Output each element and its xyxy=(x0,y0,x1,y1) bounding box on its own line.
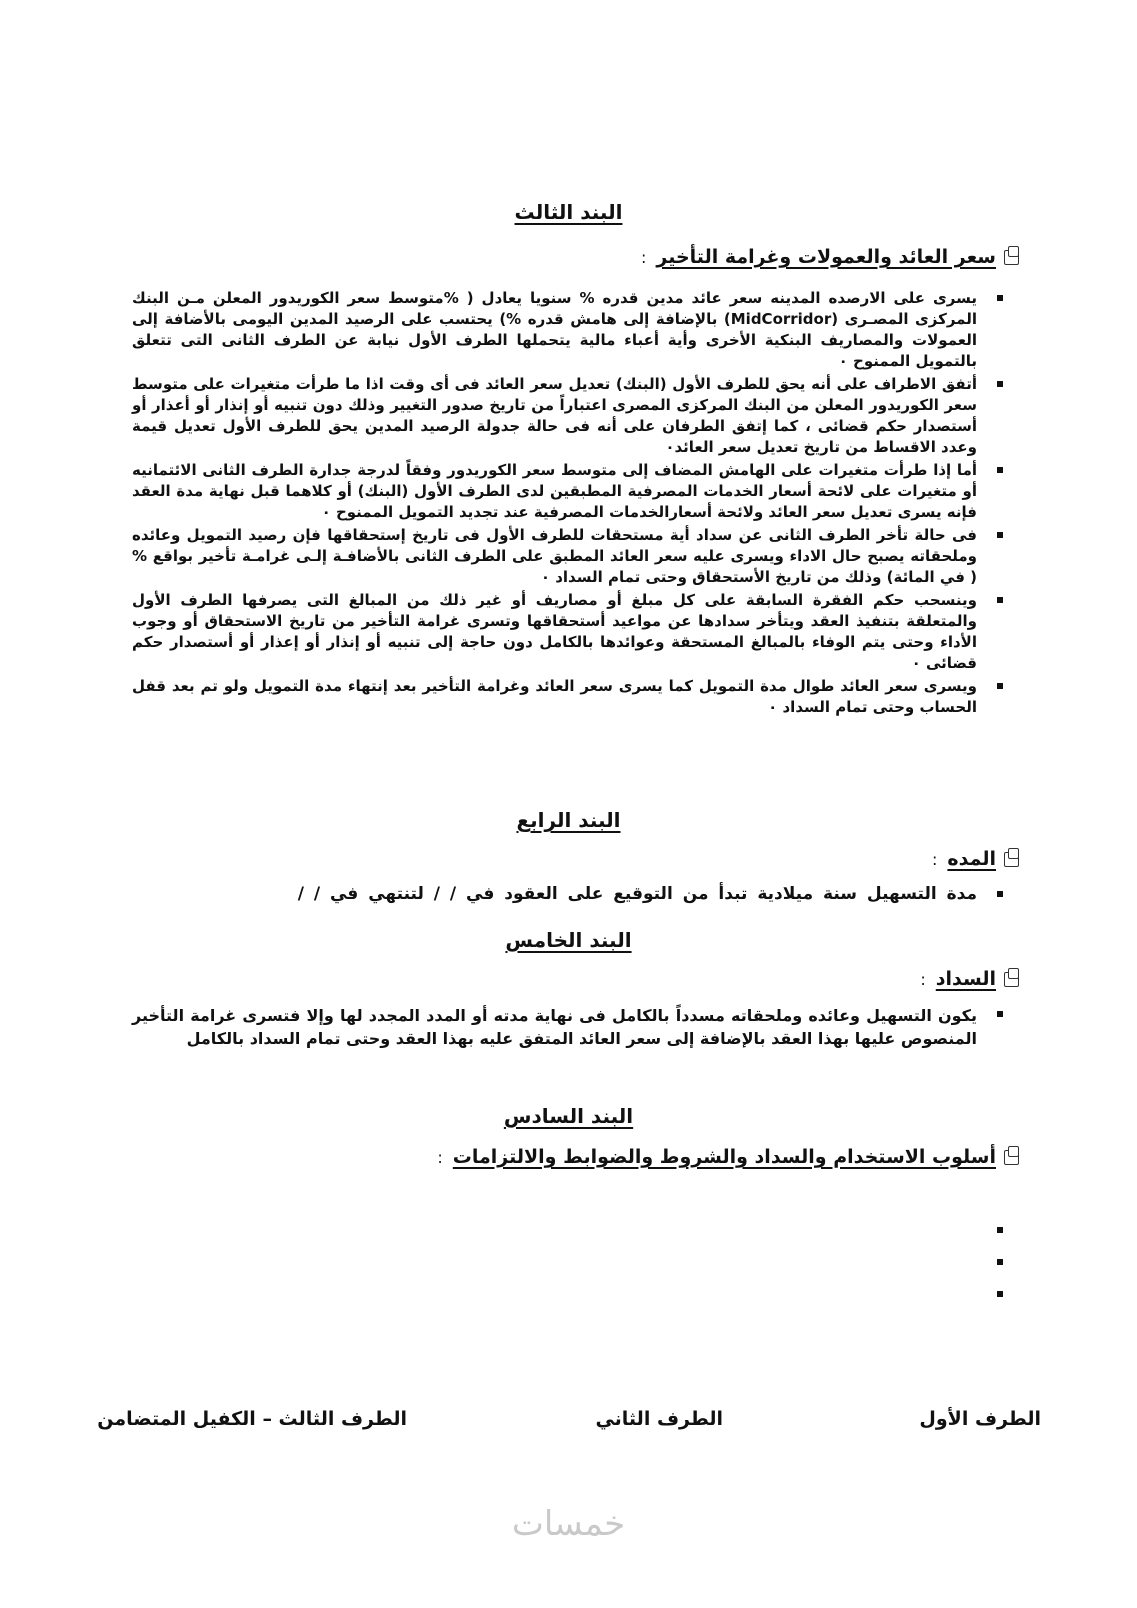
signature-third-party: الطرف الثالث – الكفيل المتضامن xyxy=(97,1408,407,1430)
clause-6-colon: : xyxy=(437,1147,443,1167)
clause-4-section-title: المده xyxy=(947,848,996,870)
watermark-logo: خمسات xyxy=(511,1504,626,1544)
list-item: وينسحب حكم الفقرة السابقة على كل مبلغ أو مصاريف أو غير ذلك من المبالغ التى يصرفها الطرف الأول والمتعلقة بتنفيذ العقد ويتأخر سدادها عن مواعيد أستحقاقها وتسرى غرامة التأخير من تاريخ الاستحقاق أو وجوب الأداء وحتى يتم الوفاء بالمبالغ المستحقة وعوائدها بالكامل دون حاجة إلى تنبيه أو إنذار أو إعذار أو أستصدار حكم قضائى ٠ xyxy=(132,591,977,672)
clause-3-title: البند الثالث xyxy=(514,200,623,224)
clause-3-section-title: سعر العائد والعمولات وغرامة التأخير xyxy=(656,246,996,268)
clause-6-empty-list xyxy=(957,1220,977,1316)
section-marker-icon xyxy=(1004,852,1019,867)
signature-first-party: الطرف الأول xyxy=(919,1408,1041,1430)
list-item: يكون التسهيل وعائده وملحقاته مسدداً بالكامل فى نهاية مدته أو المدد المجدد لها وإلا فتسرى غرامة التأخير المنصوص عليها بهذا العقد بالإضافة إلى سعر العائد المتفق عليه بهذا العقد وحتى تمام السداد بالكامل xyxy=(132,1006,977,1048)
clause-5-section-title: السداد xyxy=(935,968,996,990)
clause-4-title: البند الرابع xyxy=(516,808,621,832)
empty-bullet xyxy=(957,1284,977,1316)
clause-5-colon: : xyxy=(920,969,926,989)
list-item: يسرى على الارصده المدينه سعر عائد مدين قدره % سنويا يعادل ( %متوسط سعر الكوريدور المعلن مـن البنك المركزى المصـرى (MidCorridor) بالإضافة إلى هامش قدره %) يحتسب على الرصيد المدين اليومى بالأضافة إلى العمولات والمصاريف البنكية الأخرى وأية أعباء مالية يتحملها الطرف الأول نيابة عن الطرف الثانى التى تتعلق بالتمويل الممنوح ٠ xyxy=(132,289,977,370)
list-item: فى حالة تأخر الطرف الثانى عن سداد أية مستحقات للطرف الأول فى تاريخ إستحقاقها فإن رصيد التمويل وعائده وملحقاته يصبح حال الاداء ويسرى عليه سعر العائد المطبق على الطرف الثانى بالأضافـة إلـى غرامـة تأخير بواقع % ( في المائة) وذلك من تاريخ الأستحقاق وحتى تمام السداد ٠ xyxy=(132,526,977,586)
section-marker-icon xyxy=(1004,1150,1019,1165)
clause-6-section xyxy=(437,1146,1019,1168)
section-marker-icon xyxy=(1004,250,1019,265)
list-item: أتفق الاطراف على أنه يحق للطرف الأول (البنك) تعديل سعر العائد فى أى وقت اذا ما طرأت متغيرات على متوسط سعر الكوريدور المعلن من البنك المركزى المصرى اعتباراً من تاريخ صدور التغيير وذلك دون تنبيه أو إنذار أو أعذار أو أستصدار حكم قضائى ، كما إتفق الطرفان على أنه فى حالة جدولة الرصيد المدين يحق للطرف الأول تعديل قيمة وعدد الاقساط من تاريخ تعديل سعر العائد٠ xyxy=(132,375,977,456)
clause-4-section xyxy=(932,848,1019,870)
list-item: أما إذا طرأت متغيرات على الهامش المضاف إلى متوسط سعر الكوريدور وفقاً لدرجة جدارة الطرف الثانى الائتمانيه أو متغيرات على لائحة أسعار الخدمات المصرفية المطبقين لدى الطرف الأول (البنك) أو كلاهما قبل نهاية مدة العقد فإنه يسرى تعديل سعر العائد ولائحة أسعارالخدمات المصرفية عند تجديد التمويل الممنوح ٠ xyxy=(132,461,977,521)
clause-3-colon: : xyxy=(641,247,647,267)
clause-6-section-title: أسلوب الاستخدام والسداد والشروط والضوابط والالتزامات xyxy=(452,1146,996,1168)
empty-bullet xyxy=(957,1220,977,1252)
empty-bullet xyxy=(957,1252,977,1284)
signature-second-party: الطرف الثاني xyxy=(595,1408,723,1430)
clause-6-title: البند السادس xyxy=(503,1104,634,1128)
clause-5-section xyxy=(920,968,1019,990)
clause-4-list xyxy=(132,884,977,907)
list-item: مدة التسهيل سنة ميلادية تبدأ من التوقيع على العقود في / / لتنتهي في / / xyxy=(132,884,977,905)
clause-3-section xyxy=(641,246,1019,268)
clause-3-list xyxy=(132,288,977,720)
list-item: ويسرى سعر العائد طوال مدة التمويل كما يسرى سعر العائد وغرامة التأخير بعد إنتهاء مدة التمويل ولو تم بعد قفل الحساب وحتى تمام السداد ٠ xyxy=(132,677,977,716)
clause-4-colon: : xyxy=(932,849,938,869)
section-marker-icon xyxy=(1004,972,1019,987)
clause-5-list xyxy=(132,1004,977,1052)
clause-5-title: البند الخامس xyxy=(505,928,632,952)
